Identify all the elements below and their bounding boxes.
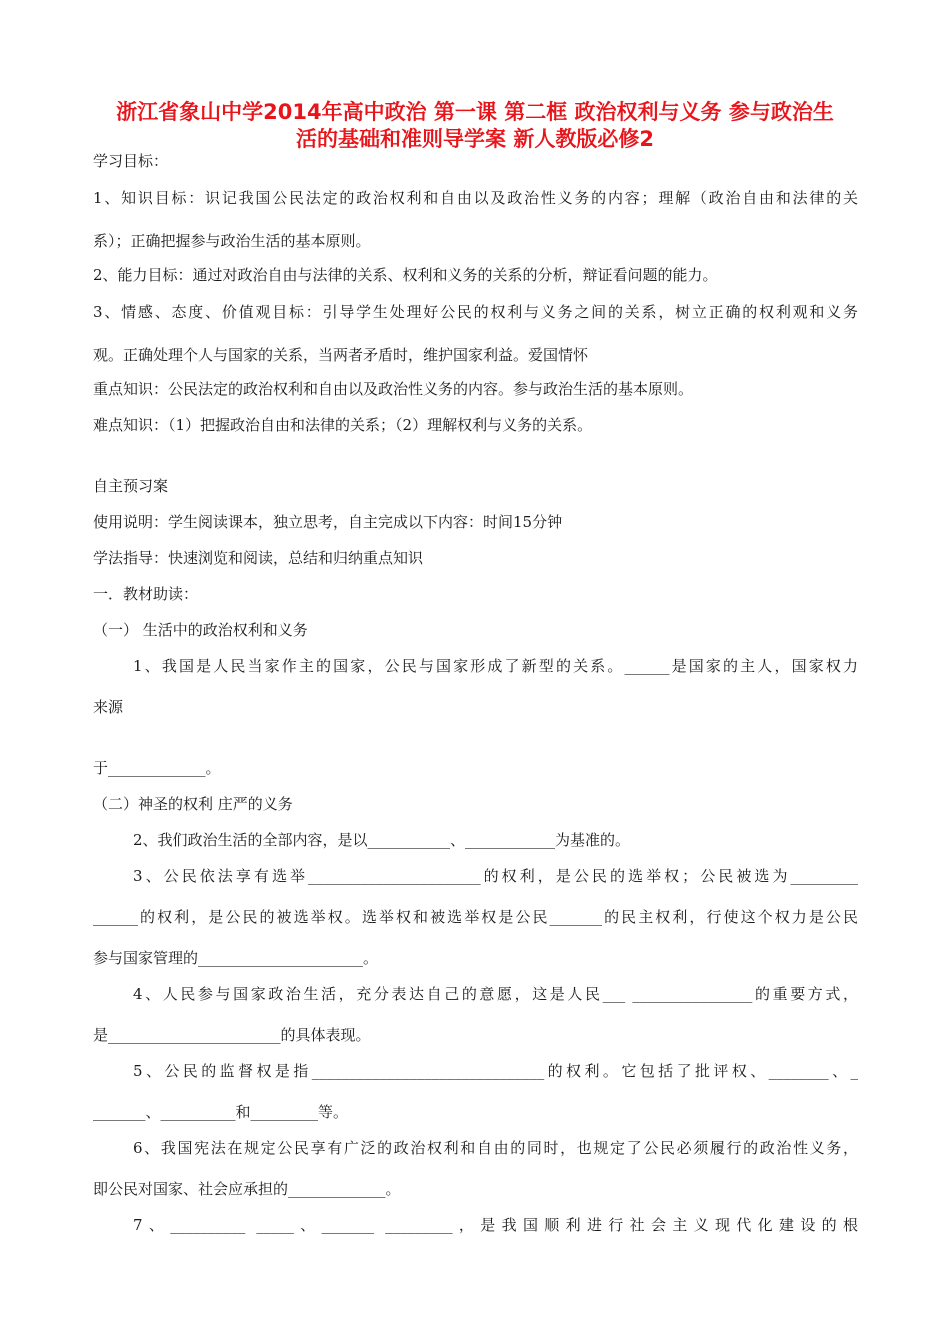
- question-6-cont: 即公民对国家、社会应承担的_____________。: [93, 1180, 401, 1198]
- question-1: 1、我国是人民当家作主的国家，公民与国家形成了新型的关系。______是国家的主人，国家权力: [133, 657, 858, 675]
- document-title-line-1: 浙江省象山中学2014年高中政治 第一课 第二框 政治权利与义务 参与政治生: [116, 100, 834, 124]
- key-points: 重点知识：公民法定的政治权利和自由以及政治性义务的内容。参与政治生活的基本原则。: [93, 380, 694, 398]
- question-5: 5、公民的监督权是指_______________________________的权利。它包括了批评权、________、_: [133, 1062, 858, 1080]
- question-1-cont: 来源: [93, 698, 124, 716]
- question-4-cont: 是_______________________的具体表现。: [93, 1026, 371, 1044]
- question-3: 3、公民依法享有选举_______________________的权利，是公民的选举权；公民被选为_________: [133, 867, 858, 885]
- question-5-cont: _______、__________和_________等。: [93, 1103, 349, 1121]
- objective-ability: 2、能力目标：通过对政治自由与法律的关系、权利和义务的关系的分析，辩证看问题的能力。: [93, 266, 718, 284]
- question-4: 4、人民参与国家政治生活，充分表达自己的意愿，这是人民___ ________________的重要方式，: [133, 985, 858, 1003]
- usage-instructions: 使用说明：学生阅读课本，独立思考，自主完成以下内容：时间15分钟: [93, 513, 563, 531]
- objective-values: 3、情感、态度、价值观目标：引导学生处理好公民的权利与义务之间的关系，树立正确的权利观和义务: [93, 303, 858, 321]
- question-6: 6、我国宪法在规定公民享有广泛的政治权利和自由的同时，也规定了公民必须履行的政治性义务，: [133, 1139, 858, 1157]
- difficult-points: 难点知识：（1）把握政治自由和法律的关系；（2）理解权利与义务的关系。: [93, 416, 593, 434]
- question-3-cont: ______的权利，是公民的被选举权。选举权和被选举权是公民_______的民主权利，行使这个权力是公民: [93, 908, 858, 926]
- subsection-1: （一） 生活中的政治权利和义务: [93, 621, 308, 639]
- learning-objectives-heading: 学习目标：: [93, 152, 169, 170]
- objective-knowledge-cont: 系）；正确把握参与政治生活的基本原则。: [93, 232, 371, 250]
- section-textbook-guide: 一．教材助读：: [93, 585, 199, 603]
- objective-values-cont: 观。正确处理个人与国家的关系，当两者矛盾时，维护国家利益。爱国情怀: [93, 346, 589, 364]
- question-1-blank: 于_____________。: [93, 759, 221, 777]
- document-title-line-2: 活的基础和准则导学案 新人教版必修2: [296, 127, 654, 151]
- study-method: 学法指导：快速浏览和阅读，总结和归纳重点知识: [93, 549, 424, 567]
- subsection-2: （二）神圣的权利 庄严的义务: [93, 795, 293, 813]
- objective-knowledge: 1、知识目标：识记我国公民法定的政治权利和自由以及政治性义务的内容；理解（政治自由和法律的关: [93, 189, 858, 207]
- self-study-heading: 自主预习案: [93, 477, 169, 495]
- question-3-end: 参与国家管理的______________________。: [93, 949, 379, 967]
- question-2: 2、我们政治生活的全部内容，是以___________、____________为基准的。: [133, 831, 631, 849]
- question-7: 7、__________ _____、_______ _________，是我国顺利进行社会主义现代化建设的根: [133, 1216, 858, 1234]
